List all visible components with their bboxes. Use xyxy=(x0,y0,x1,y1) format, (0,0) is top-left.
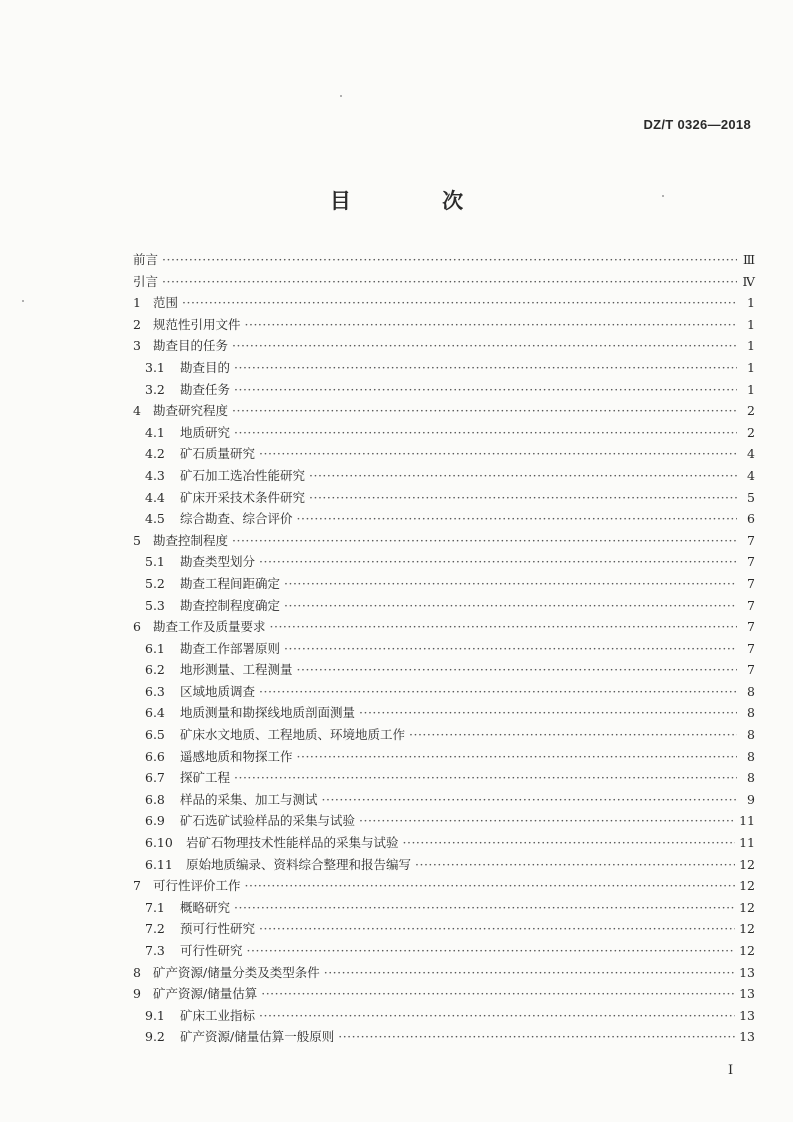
toc-entry[interactable] xyxy=(133,768,755,790)
toc-entry-number: 6.8 xyxy=(145,791,165,807)
toc-entry-number: 6.5 xyxy=(145,727,165,743)
toc-entry-label: 勘查目的 xyxy=(180,359,231,375)
toc-entry-number: 5.1 xyxy=(145,554,165,570)
toc-entry-label: 矿产资源/储量分类及类型条件 xyxy=(153,964,320,980)
toc-entry-number: 6.6 xyxy=(145,748,165,764)
toc-entry[interactable] xyxy=(133,596,755,618)
toc-entry-number: 6.7 xyxy=(145,770,165,786)
toc-entry[interactable] xyxy=(133,531,755,553)
toc-entry-label: 勘查目的任务 xyxy=(153,338,229,354)
toc-leader-dots xyxy=(234,360,737,375)
toc-entry[interactable] xyxy=(133,984,755,1006)
toc-leader-dots xyxy=(247,943,736,958)
toc-entry[interactable] xyxy=(133,639,755,661)
toc-leader-dots xyxy=(182,295,737,310)
toc-leader-dots xyxy=(284,576,737,591)
toc-entry-label: 勘查研究程度 xyxy=(153,403,229,419)
toc-entry[interactable] xyxy=(133,725,755,747)
toc-entry-label: 地质研究 xyxy=(180,424,231,440)
toc-entry[interactable] xyxy=(133,790,755,812)
toc-entry[interactable] xyxy=(133,380,755,402)
toc-entry-label: 遥感地质和物探工作 xyxy=(180,748,293,764)
toc-entry-page: 12 xyxy=(739,856,755,872)
document-code: DZ/T 0326—2018 xyxy=(643,117,751,132)
toc-entry[interactable] xyxy=(133,660,755,682)
toc-leader-dots xyxy=(309,490,737,505)
toc-leader-dots xyxy=(245,878,736,893)
toc-entry-label: 综合勘查、综合评价 xyxy=(180,511,293,527)
toc-entry-page: 13 xyxy=(739,1029,755,1045)
toc-leader-dots xyxy=(234,425,737,440)
toc-entry-label: 范围 xyxy=(153,295,179,311)
toc-leader-dots xyxy=(234,382,737,397)
toc-entry-number: 4.1 xyxy=(145,424,165,440)
toc-entry-page: 8 xyxy=(747,770,755,786)
toc-entry[interactable] xyxy=(133,833,755,855)
toc-leader-dots xyxy=(403,835,736,850)
table-of-contents xyxy=(133,250,755,1049)
toc-leader-dots xyxy=(338,1029,735,1044)
toc-entry-number: 4.5 xyxy=(145,511,165,527)
toc-entry[interactable] xyxy=(133,509,755,531)
toc-entry[interactable] xyxy=(133,919,755,941)
scan-speck xyxy=(22,300,24,302)
toc-entry-number: 1 xyxy=(133,295,141,311)
toc-entry[interactable] xyxy=(133,1027,755,1049)
toc-entry-label: 勘查控制程度 xyxy=(153,532,229,548)
toc-entry[interactable] xyxy=(133,401,755,423)
toc-entry[interactable] xyxy=(133,876,755,898)
toc-entry-label: 矿床工业指标 xyxy=(180,1007,256,1023)
toc-entry-label: 勘查任务 xyxy=(180,381,231,397)
toc-leader-dots xyxy=(232,338,737,353)
toc-leader-dots xyxy=(297,749,737,764)
toc-entry-label: 勘查控制程度确定 xyxy=(180,597,281,613)
toc-entry-number: 6.1 xyxy=(145,640,165,656)
toc-leader-dots xyxy=(415,857,735,872)
toc-entry-page: 6 xyxy=(747,511,755,527)
toc-entry-page: 8 xyxy=(747,727,755,743)
toc-entry-page: 1 xyxy=(747,295,755,311)
toc-entry-number: 9.2 xyxy=(145,1029,165,1045)
toc-entry-page: 13 xyxy=(739,1007,755,1023)
scan-speck xyxy=(340,95,342,97)
toc-entry[interactable] xyxy=(133,898,755,920)
toc-entry-number: 4 xyxy=(133,403,141,419)
toc-entry-page: 12 xyxy=(739,943,755,958)
toc-entry-page: 7 xyxy=(747,575,755,591)
toc-entry-page: 7 xyxy=(747,640,755,656)
toc-entry-label: 规范性引用文件 xyxy=(153,316,241,332)
toc-entry-label: 样品的采集、加工与测试 xyxy=(180,791,318,807)
toc-leader-dots xyxy=(259,554,737,569)
toc-entry-number: 3.1 xyxy=(145,359,165,375)
toc-entry-label: 区域地质调查 xyxy=(180,683,256,699)
toc-entry[interactable] xyxy=(133,941,755,963)
toc-entry-number: 8 xyxy=(133,964,141,980)
toc-leader-dots xyxy=(162,274,737,289)
toc-entry-page: 8 xyxy=(747,748,755,764)
toc-leader-dots xyxy=(232,533,737,548)
scan-speck xyxy=(662,195,664,197)
toc-entry-label: 概略研究 xyxy=(180,899,231,915)
toc-entry-label: 矿石质量研究 xyxy=(180,446,256,462)
toc-entry-label: 勘查类型划分 xyxy=(180,554,256,570)
toc-entry-page: 7 xyxy=(747,597,755,613)
toc-entry-number: 4.4 xyxy=(145,489,165,505)
toc-entry[interactable] xyxy=(133,855,755,877)
toc-leader-dots xyxy=(297,662,737,677)
toc-entry[interactable] xyxy=(133,747,755,769)
toc-entry[interactable] xyxy=(133,423,755,445)
toc-entry-number: 5 xyxy=(133,532,141,548)
toc-entry[interactable] xyxy=(133,250,755,272)
toc-leader-dots xyxy=(324,965,735,980)
toc-leader-dots xyxy=(297,511,737,526)
toc-entry-page: 7 xyxy=(747,532,755,548)
toc-leader-dots xyxy=(259,684,737,699)
toc-entry-page: 11 xyxy=(739,813,755,829)
toc-entry-number: 4.3 xyxy=(145,467,165,483)
toc-entry-number: 6.9 xyxy=(145,813,165,829)
toc-entry-number: 6.3 xyxy=(145,683,165,699)
toc-entry-label: 矿产资源/储量估算 xyxy=(153,986,258,1002)
toc-entry-label: 地形测量、工程测量 xyxy=(180,662,293,678)
toc-leader-dots xyxy=(259,446,737,461)
toc-entry-page: 2 xyxy=(747,403,755,419)
toc-entry[interactable] xyxy=(133,617,755,639)
toc-entry[interactable] xyxy=(133,315,755,337)
toc-entry-page: Ⅲ xyxy=(742,252,755,267)
toc-entry[interactable] xyxy=(133,466,755,488)
toc-entry-label: 前言 xyxy=(133,252,159,267)
toc-entry-page: 5 xyxy=(747,489,755,505)
toc-leader-dots xyxy=(359,813,735,828)
toc-entry-number: 3 xyxy=(133,338,141,354)
toc-entry[interactable] xyxy=(133,811,755,833)
toc-entry-number: 5.2 xyxy=(145,575,165,591)
toc-leader-dots xyxy=(259,1008,735,1023)
toc-entry-number: 7 xyxy=(133,878,141,894)
toc-entry-page: 13 xyxy=(739,986,755,1002)
toc-entry-page: 8 xyxy=(747,705,755,721)
toc-entry-page: 12 xyxy=(739,921,755,937)
toc-entry-number: 7.2 xyxy=(145,921,165,937)
toc-entry-page: 1 xyxy=(747,381,755,397)
toc-entry-page: 13 xyxy=(739,964,755,980)
toc-entry-number: 3.2 xyxy=(145,381,165,397)
toc-entry-number: 7.1 xyxy=(145,899,165,915)
toc-entry[interactable] xyxy=(133,1006,755,1028)
toc-entry[interactable] xyxy=(133,963,755,985)
toc-entry[interactable] xyxy=(133,272,755,294)
toc-entry-page: 1 xyxy=(747,338,755,354)
toc-leader-dots xyxy=(259,921,735,936)
toc-leader-dots xyxy=(261,986,735,1001)
toc-entry[interactable] xyxy=(133,488,755,510)
toc-entry[interactable] xyxy=(133,358,755,380)
toc-entry-number: 9 xyxy=(133,986,141,1002)
toc-entry-page: 7 xyxy=(747,619,755,635)
toc-leader-dots xyxy=(309,468,737,483)
toc-leader-dots xyxy=(234,770,737,785)
toc-leader-dots xyxy=(162,252,737,267)
toc-entry-number: 5.3 xyxy=(145,597,165,613)
toc-entry-label: 勘查工作部署原则 xyxy=(180,640,281,656)
toc-entry[interactable] xyxy=(133,552,755,574)
toc-entry-page: 9 xyxy=(747,791,755,807)
toc-entry-page: 2 xyxy=(747,424,755,440)
toc-title: 目 次 xyxy=(329,188,506,213)
toc-entry-page: Ⅳ xyxy=(742,273,755,289)
toc-entry[interactable] xyxy=(133,293,755,315)
toc-entry-number: 6.10 xyxy=(145,835,173,851)
toc-entry-label: 岩矿石物理技术性能样品的采集与试验 xyxy=(186,835,399,851)
toc-entry-page: 12 xyxy=(739,899,755,915)
toc-leader-dots xyxy=(234,900,735,915)
toc-leader-dots xyxy=(284,598,737,613)
toc-leader-dots xyxy=(409,727,737,742)
toc-entry-page: 8 xyxy=(747,683,755,699)
toc-leader-dots xyxy=(322,792,737,807)
toc-entry-page: 1 xyxy=(747,316,755,332)
toc-entry-label: 可行性研究 xyxy=(180,943,243,958)
toc-entry[interactable] xyxy=(133,336,755,358)
toc-entry-label: 地质测量和勘探线地质剖面测量 xyxy=(180,705,356,721)
toc-entry-label: 矿石选矿试验样品的采集与试验 xyxy=(180,813,356,829)
toc-leader-dots xyxy=(359,705,737,720)
toc-entry-page: 4 xyxy=(747,467,755,483)
toc-entry-label: 矿床水文地质、工程地质、环境地质工作 xyxy=(180,727,406,743)
toc-leader-dots xyxy=(245,317,737,332)
toc-leader-dots xyxy=(232,403,737,418)
toc-entry-page: 1 xyxy=(747,359,755,375)
toc-entry-number: 6.2 xyxy=(145,662,165,678)
toc-entry-page: 12 xyxy=(739,878,755,894)
toc-entry[interactable] xyxy=(133,574,755,596)
toc-entry[interactable] xyxy=(133,682,755,704)
toc-entry-label: 矿产资源/储量估算一般原则 xyxy=(180,1029,335,1045)
toc-leader-dots xyxy=(284,641,737,656)
toc-entry-number: 9.1 xyxy=(145,1007,165,1023)
toc-entry-page: 7 xyxy=(747,554,755,570)
toc-entry-number: 2 xyxy=(133,316,141,332)
toc-entry-number: 7.3 xyxy=(145,943,165,958)
toc-leader-dots xyxy=(270,619,737,634)
toc-entry-page: 11 xyxy=(739,835,755,851)
toc-entry-number: 6 xyxy=(133,619,141,635)
toc-entry-page: 7 xyxy=(747,662,755,678)
toc-entry-label: 引言 xyxy=(133,273,159,289)
toc-entry-label: 矿石加工选冶性能研究 xyxy=(180,467,306,483)
toc-entry[interactable] xyxy=(133,703,755,725)
toc-entry-number: 6.11 xyxy=(145,856,173,872)
toc-entry-label: 探矿工程 xyxy=(180,770,231,786)
toc-entry-label: 可行性评价工作 xyxy=(153,878,241,894)
toc-entry[interactable] xyxy=(133,444,755,466)
toc-entry-number: 6.4 xyxy=(145,705,165,721)
toc-entry-label: 勘查工程间距确定 xyxy=(180,575,281,591)
toc-entry-label: 原始地质编录、资料综合整理和报告编写 xyxy=(186,856,412,872)
toc-entry-number: 4.2 xyxy=(145,446,165,462)
toc-entry-page: 4 xyxy=(747,446,755,462)
toc-entry-label: 勘查工作及质量要求 xyxy=(153,619,266,635)
page-number: I xyxy=(728,1063,734,1078)
toc-entry-label: 矿床开采技术条件研究 xyxy=(180,489,306,505)
toc-entry-label: 预可行性研究 xyxy=(180,921,256,937)
